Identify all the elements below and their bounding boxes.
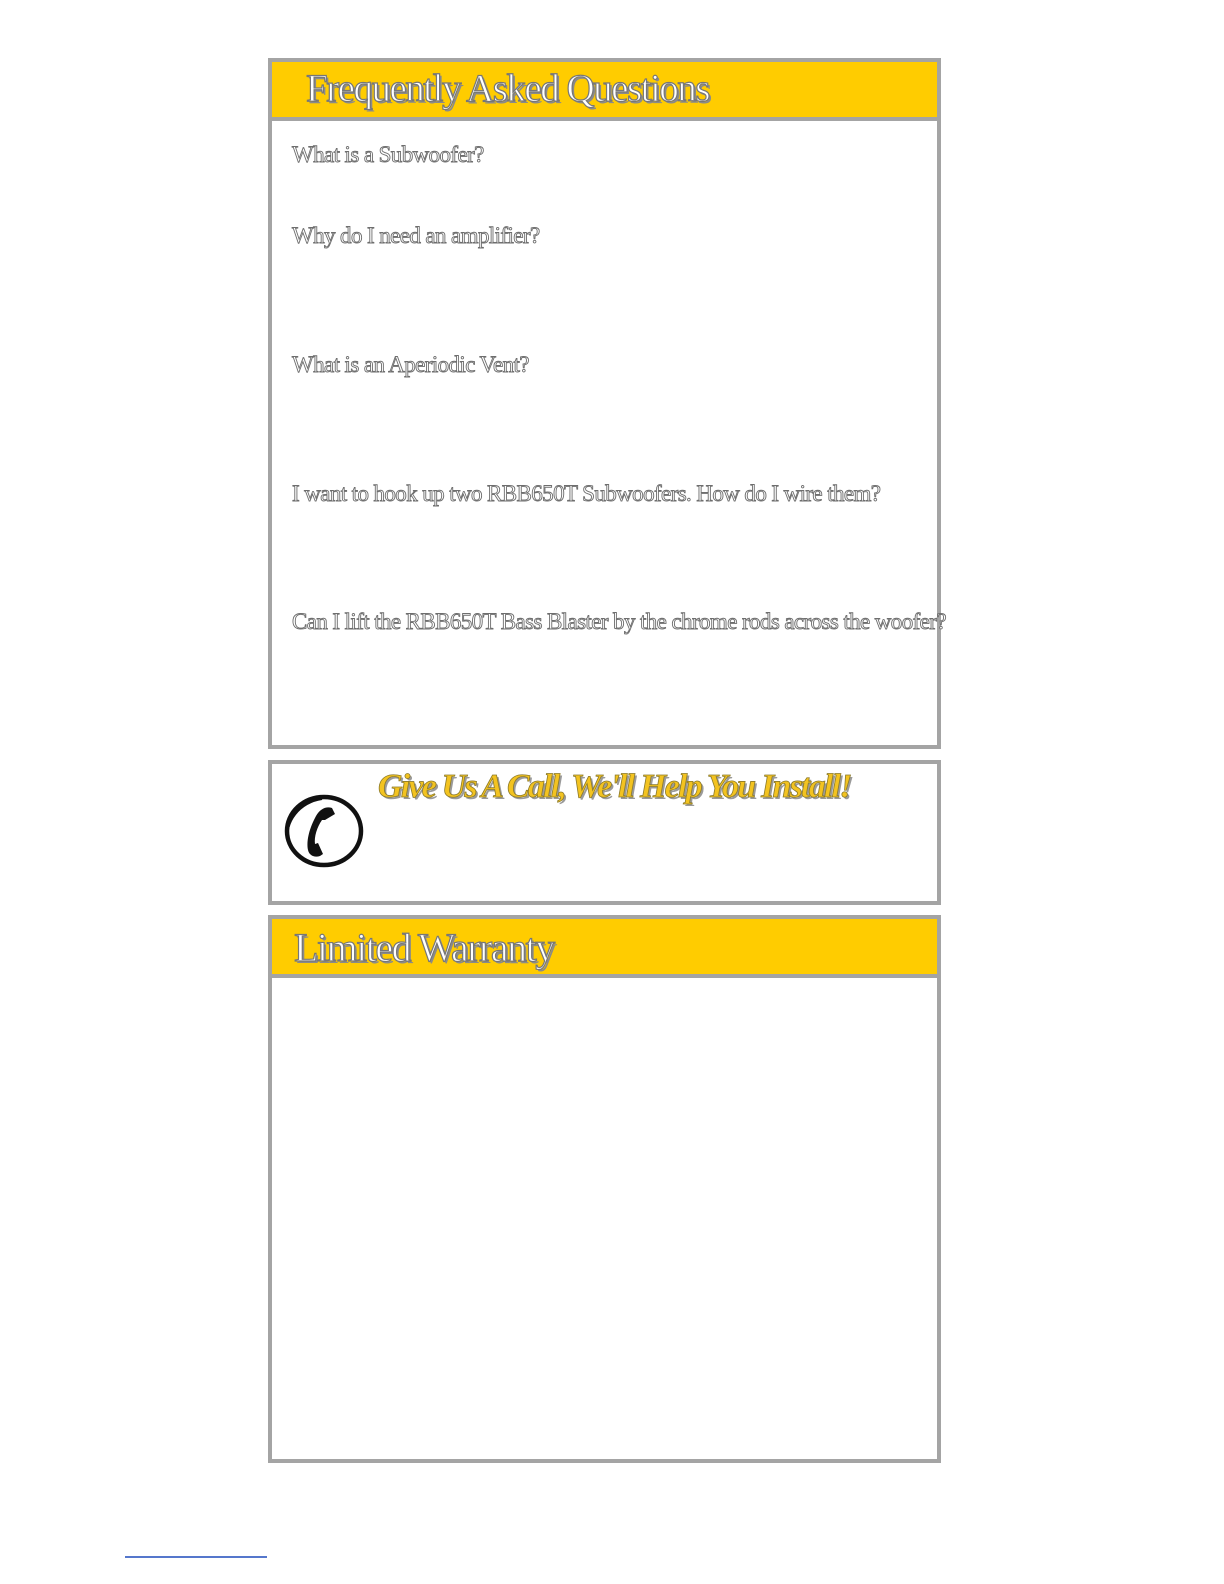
- phone-icon: [282, 792, 366, 870]
- faq-question: I want to hook up two RBB650T Subwoofers. How do I wire them?: [292, 481, 881, 506]
- warranty-panel: [268, 915, 941, 1463]
- faq-panel: [268, 58, 946, 749]
- call-heading: Give Us A Call, We'll Help You Install!: [378, 768, 851, 805]
- faq-question: Why do I need an amplifier?: [292, 223, 540, 248]
- footer-rule: [125, 1556, 267, 1558]
- faq-title: Frequently Asked Questions: [306, 67, 709, 110]
- warranty-title: Limited Warranty: [294, 925, 554, 970]
- faq-question: What is a Subwoofer?: [292, 142, 484, 167]
- faq-question: Can I lift the RBB650T Bass Blaster by the chrome rods across the woofer?: [292, 609, 946, 634]
- faq-header-bar: [272, 62, 937, 121]
- warranty-header-bar: [272, 919, 937, 978]
- call-panel: [268, 760, 941, 905]
- faq-question: What is an Aperiodic Vent?: [292, 352, 529, 377]
